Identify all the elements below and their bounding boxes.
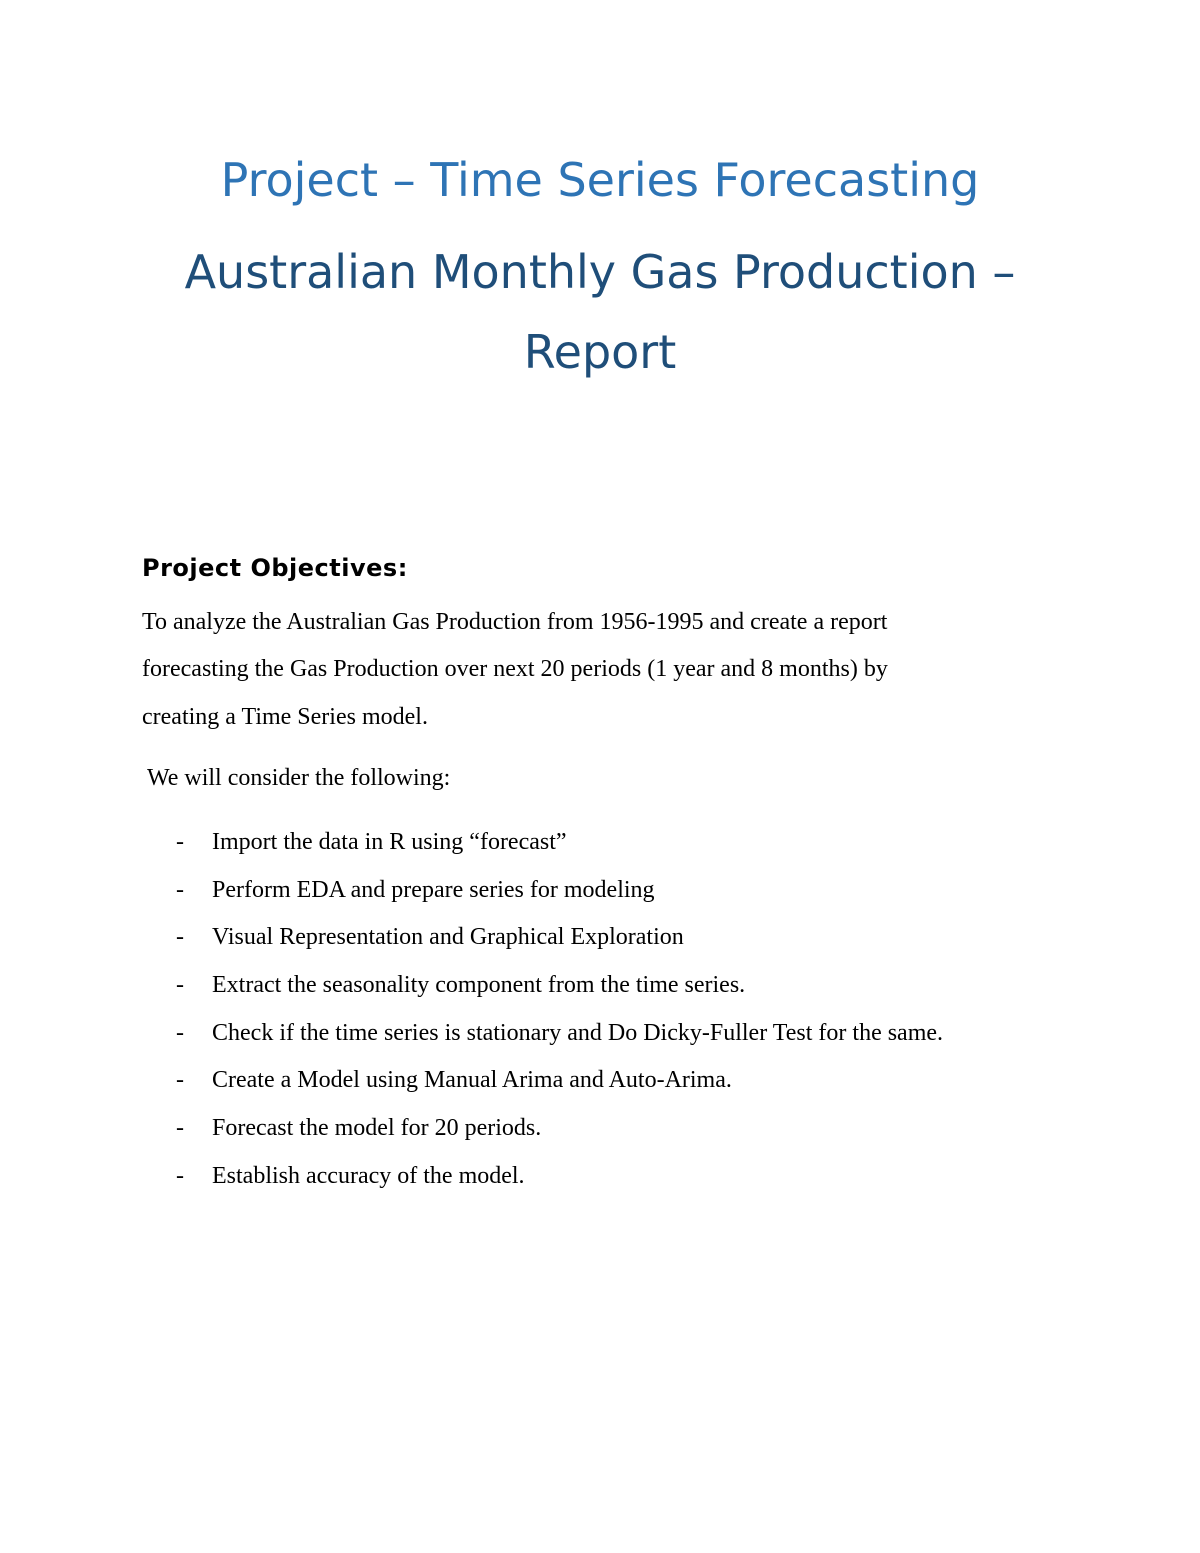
objective-line-2: forecasting the Gas Production over next 20 periods (1 year and 8 months) by — [142, 656, 888, 682]
list-item — [0, 921, 1200, 969]
objective-line-1: To analyze the Australian Gas Production from 1956-1995 and create a report — [142, 609, 888, 635]
objectives-list — [0, 826, 1200, 1208]
list-item-text: Create a Model using Manual Arima and Auto-Arima. — [212, 1067, 732, 1094]
dash-marker: - — [176, 1019, 184, 1046]
dash-marker: - — [176, 829, 184, 855]
list-item-text: Establish accuracy of the model. — [212, 1162, 525, 1189]
list-item-text: Import the data in R using “forecast” — [212, 829, 567, 855]
list-item — [0, 1017, 1200, 1065]
title-line-2: Australian Monthly Gas Production – — [184, 245, 1016, 299]
list-item-text: Extract the seasonality component from the time series. — [212, 972, 746, 999]
dash-marker: - — [176, 972, 184, 999]
dash-marker: - — [176, 1067, 184, 1094]
list-item — [0, 969, 1200, 1017]
list-item — [0, 874, 1200, 922]
list-item — [0, 1160, 1200, 1208]
list-item — [0, 826, 1200, 874]
objective-line-3: creating a Time Series model. — [142, 704, 428, 730]
title-line-1: Project – Time Series Forecasting — [220, 153, 980, 207]
list-item-text: Forecast the model for 20 periods. — [212, 1115, 542, 1142]
title-line-3: Report — [523, 325, 677, 379]
dash-marker: - — [176, 876, 184, 903]
dash-marker: - — [176, 1115, 184, 1142]
list-item-text: Visual Representation and Graphical Exploration — [212, 924, 684, 951]
list-item-text: Perform EDA and prepare series for modeling — [212, 876, 655, 903]
list-item — [0, 1112, 1200, 1160]
dash-marker: - — [176, 1162, 184, 1189]
intro-text: We will consider the following: — [147, 765, 451, 791]
dash-marker: - — [176, 924, 184, 951]
list-item — [0, 1064, 1200, 1112]
list-item-text: Check if the time series is stationary and Do Dicky-Fuller Test for the same. — [212, 1019, 944, 1046]
objectives-heading: Project Objectives: — [142, 554, 408, 582]
